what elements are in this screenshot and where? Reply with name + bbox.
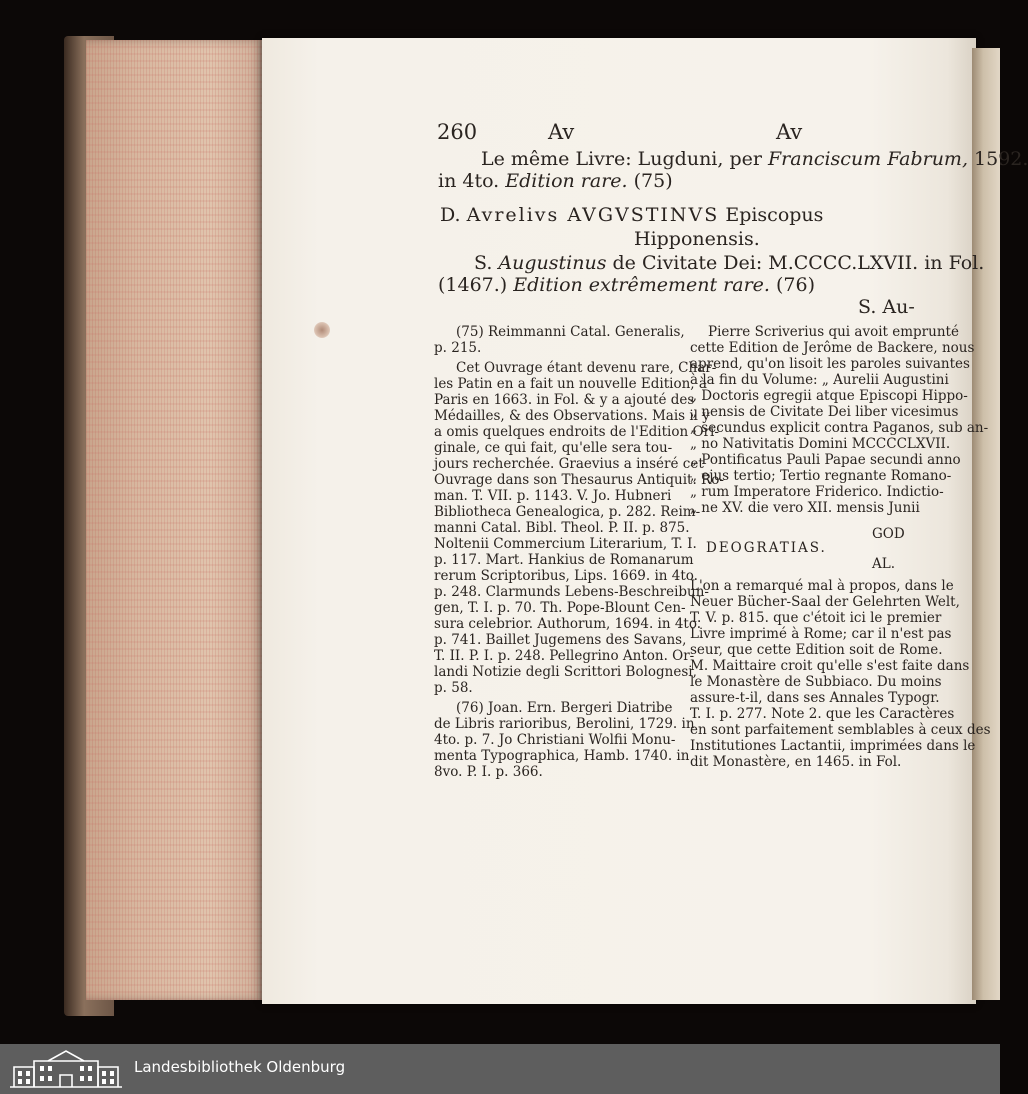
entry-text: Le même Livre: Lugduni, per <box>481 148 768 170</box>
entry-line-1 <box>481 150 1028 169</box>
note-line: L'on a remarqué mal à propos, dans le <box>690 578 954 594</box>
note-line: p. 58. <box>434 680 473 696</box>
next-page-edge <box>972 48 1000 1000</box>
note-line: a omis quelques endroits de l'Edition Ori- <box>434 424 719 440</box>
note-line: p. 215. <box>434 340 482 356</box>
note-line: „ Doctoris egregii atque Episcopi Hippo- <box>690 388 968 404</box>
note-line: T. II. P. I. p. 248. Pellegrino Anton. Or- <box>434 648 695 664</box>
entry-text: 1592. <box>968 148 1028 170</box>
note-line: Noltenii Commercium Literarium, T. I. <box>434 536 697 552</box>
note-line: de Libris rarioribus, Berolini, 1729. in <box>434 716 695 732</box>
entry-text: D. <box>440 204 467 226</box>
entry-text: S. Au- <box>858 296 915 318</box>
note-line: aprend, qu'on lisoit les paroles suivantes <box>690 356 970 372</box>
colophon-deogratias: DEOGRATIAS. <box>706 540 827 556</box>
note-line: ginale, ce qui fait, qu'elle sera tou- <box>434 440 673 456</box>
entry-text: Episcopus <box>719 204 824 226</box>
note-line: (76) Joan. Ern. Bergeri Diatribe <box>456 700 673 716</box>
note-line: à la fin du Volume: „ Aurelii Augustini <box>690 372 949 388</box>
running-head-left: Av <box>548 120 575 144</box>
note-line: man. T. VII. p. 1143. V. Jo. Hubneri <box>434 488 672 504</box>
note-line: sura celebrior. Authorum, 1694. in 4to. <box>434 616 702 632</box>
note-line: Paris en 1663. in Fol. & y a ajouté des <box>434 392 695 408</box>
note-line: le Monastère de Subbiaco. Du moins <box>690 674 942 690</box>
note-line: assure-t-il, dans ses Annales Typogr. <box>690 690 940 706</box>
entry-line-5 <box>474 254 984 273</box>
entry-italic: Edition rare. <box>505 170 628 192</box>
note-line: dit Monastère, en 1465. in Fol. <box>690 754 902 770</box>
note-line: Médailles, & des Observations. Mais il y <box>434 408 710 424</box>
colophon-al: AL. <box>872 556 896 572</box>
note-line: Pierre Scriverius qui avoit emprunté <box>708 324 959 340</box>
note-line: M. Maittaire croit qu'elle s'est faite dans <box>690 658 970 674</box>
library-name: Landesbibliothek Oldenburg <box>134 1058 346 1076</box>
note-line: Livre imprimé à Rome; car il n'est pas <box>690 626 952 642</box>
entry-small-caps: Avrelivs AVGVSTINVS <box>466 204 720 226</box>
entry-text: in 4to. <box>438 170 506 192</box>
note-line: gen, T. I. p. 70. Th. Pope-Blount Cen- <box>434 600 686 616</box>
running-head-right: Av <box>776 120 803 144</box>
entry-text: (76) <box>769 274 815 296</box>
colophon-god: GOD <box>872 526 905 542</box>
entry-line-3 <box>440 206 823 225</box>
page-fore-edge <box>86 40 264 1000</box>
entry-text: (1467.) <box>438 274 514 296</box>
page-number: 260 <box>437 120 478 144</box>
note-line: p. 117. Mart. Hankius de Romanarum <box>434 552 694 568</box>
entry-italic: Augustinus <box>498 252 607 274</box>
note-line: p. 741. Baillet Jugemens des Savans, <box>434 632 687 648</box>
note-line: Neuer Bücher-Saal der Gelehrten Welt, <box>690 594 960 610</box>
note-line: „ rum Imperatore Friderico. Indictio- <box>690 484 944 500</box>
note-line: Ouvrage dans son Thesaurus Antiquit. Ro- <box>434 472 724 488</box>
note-line: landi Notizie degli Scrittori Bolognesi, <box>434 664 697 680</box>
note-line: menta Typographica, Hamb. 1740. in <box>434 748 690 764</box>
entry-italic: Franciscum Fabrum, <box>768 148 968 170</box>
note-line: T. I. p. 277. Note 2. que les Caractères <box>690 706 955 722</box>
note-line: les Patin en a fait un nouvelle Edition, à <box>434 376 707 392</box>
note-line: rerum Scriptoribus, Lips. 1669. in 4to. <box>434 568 698 584</box>
library-building-logo-icon <box>8 1049 124 1089</box>
note-line: seur, que cette Edition soit de Rome. <box>690 642 943 658</box>
note-line: Institutiones Lactantii, imprimées dans le <box>690 738 976 754</box>
note-line: jours recherchée. Graevius a inséré cet <box>434 456 704 472</box>
entry-text: (75) <box>627 170 673 192</box>
note-line: manni Catal. Bibl. Theol. P. II. p. 875. <box>434 520 690 536</box>
paper-stain <box>314 322 330 338</box>
entry-line-6 <box>438 276 815 295</box>
entry-text: S. <box>474 252 499 274</box>
note-line: „ nensis de Civitate Dei liber vicesimus <box>690 404 959 420</box>
note-line: 4to. p. 7. Jo Christiani Wolfii Monu- <box>434 732 676 748</box>
note-line: p. 248. Clarmunds Lebens-Beschreibun- <box>434 584 709 600</box>
entry-text: Hipponensis. <box>634 228 760 250</box>
note-line: Cet Ouvrage étant devenu rare, Char- <box>456 360 717 376</box>
note-line: „ Pontificatus Pauli Papae secundi anno <box>690 452 961 468</box>
note-line: „ no Nativitatis Domini MCCCCLXVII. <box>690 436 951 452</box>
note-line: cette Edition de Jerôme de Backere, nous <box>690 340 975 356</box>
note-line: Bibliotheca Genealogica, p. 282. Reim- <box>434 504 701 520</box>
note-line: „ ejus tertio; Tertio regnante Romano- <box>690 468 952 484</box>
entry-line-2 <box>438 172 673 191</box>
entry-italic: Edition extrêmement rare. <box>513 274 770 296</box>
note-line: „ ne XV. die vero XII. mensis Junii <box>690 500 920 516</box>
note-line: „ secundus explicit contra Paganos, sub an- <box>690 420 989 436</box>
entry-line-4 <box>634 230 760 249</box>
note-line: (75) Reimmanni Catal. Generalis, <box>456 324 685 340</box>
catchword <box>858 298 915 317</box>
note-line: T. V. p. 815. que c'étoit ici le premier <box>690 610 942 626</box>
note-line: en sont parfaitement semblables à ceux des <box>690 722 991 738</box>
entry-text: de Civitate Dei: M.CCCC.LXVII. in Fol. <box>606 252 985 274</box>
note-line: 8vo. P. I. p. 366. <box>434 764 543 780</box>
